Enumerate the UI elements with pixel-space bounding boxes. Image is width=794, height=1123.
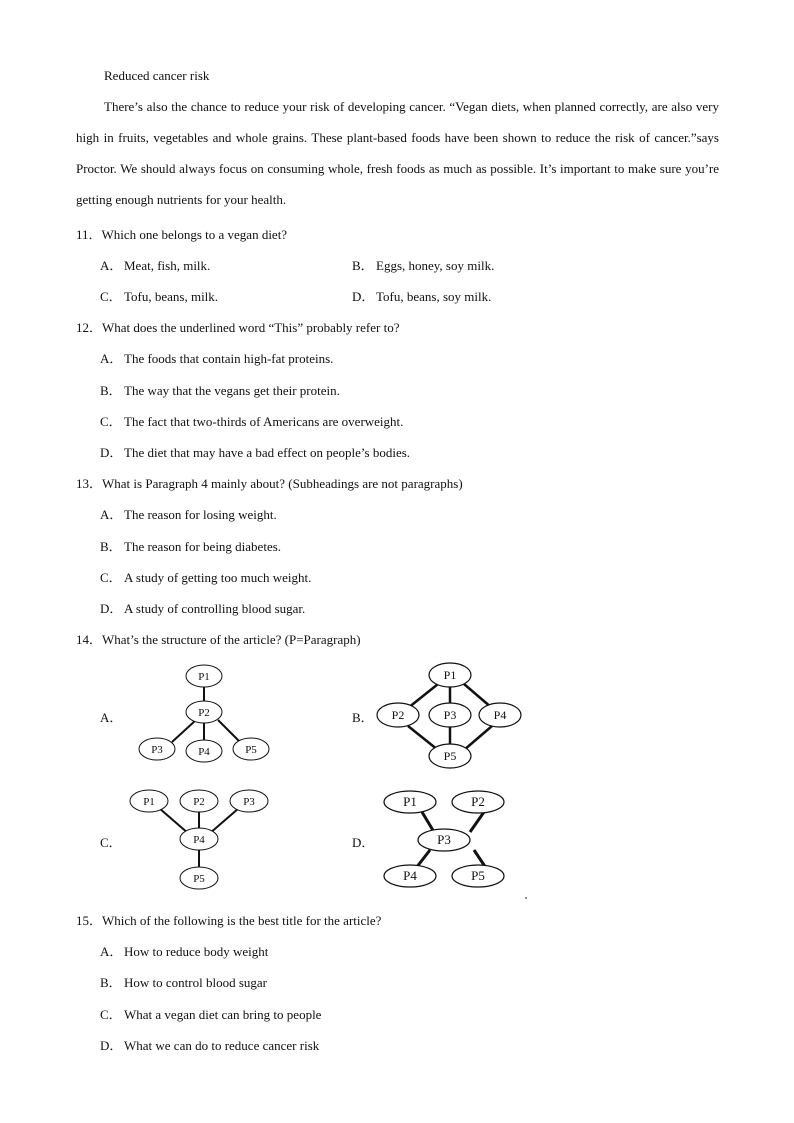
q12-option-a[interactable] <box>100 348 333 367</box>
node-p4: P4 <box>198 746 210 758</box>
question-stem: Which one belongs to a vegan diet? <box>101 227 288 242</box>
node-p4: P4 <box>493 708 507 722</box>
question-stem: Which of the following is the best title for the article? <box>102 913 382 928</box>
question-number: 13． <box>76 476 103 491</box>
q13-option-d[interactable] <box>100 598 305 617</box>
q14-option-c[interactable] <box>100 832 122 851</box>
node-p1: P1 <box>403 794 417 809</box>
q12-option-d[interactable] <box>100 442 410 461</box>
q11-option-c[interactable] <box>100 286 218 305</box>
question-stem: What’s the structure of the article? (P=Paragraph) <box>102 632 361 647</box>
option-letter: C． <box>100 1007 122 1022</box>
question-11 <box>76 224 287 243</box>
q12-option-c[interactable] <box>100 411 403 430</box>
option-text: Eggs, honey, soy milk. <box>376 258 495 273</box>
option-letter: C． <box>100 414 122 429</box>
q12-option-b[interactable] <box>100 380 340 399</box>
option-text: The fact that two-thirds of Americans are overweight. <box>124 414 404 429</box>
diagram-c <box>125 786 275 894</box>
q15-option-d[interactable] <box>100 1035 319 1054</box>
q11-option-a[interactable] <box>100 255 210 274</box>
option-text: Tofu, beans, milk. <box>124 289 219 304</box>
option-text: A study of getting too much weight. <box>124 570 312 585</box>
option-letter: D． <box>100 1038 123 1053</box>
option-text: Tofu, beans, soy milk. <box>376 289 492 304</box>
option-text: What a vegan diet can bring to people <box>124 1007 322 1022</box>
question-stem: What is Paragraph 4 mainly about? (Subheadings are not paragraphs) <box>102 476 463 491</box>
q13-option-a[interactable] <box>100 504 277 523</box>
diagram-b <box>372 660 528 772</box>
q15-option-b[interactable] <box>100 972 267 991</box>
option-letter: B． <box>100 383 122 398</box>
node-p3: P3 <box>437 832 451 847</box>
node-p1: P1 <box>143 796 155 808</box>
option-text: The reason for losing weight. <box>124 507 277 522</box>
node-p2: P2 <box>471 794 485 809</box>
node-p2: P2 <box>198 707 210 719</box>
option-letter: A． <box>100 258 123 273</box>
option-text: How to reduce body weight <box>124 944 269 959</box>
node-p1: P1 <box>198 671 210 683</box>
option-text: A study of controlling blood sugar. <box>124 601 306 616</box>
node-p1: P1 <box>443 668 457 682</box>
option-text: Meat, fish, milk. <box>124 258 211 273</box>
q11-option-b[interactable] <box>352 255 494 274</box>
question-number: 14． <box>76 632 103 647</box>
option-letter: A． <box>100 710 123 725</box>
question-number: 15． <box>76 913 103 928</box>
option-letter: B． <box>352 710 374 725</box>
node-p3: P3 <box>443 708 457 722</box>
option-letter: C． <box>100 835 122 850</box>
q14-option-a[interactable] <box>100 707 122 726</box>
option-text: What we can do to reduce cancer risk <box>124 1038 320 1053</box>
question-15 <box>76 910 381 929</box>
node-p5: P5 <box>193 873 205 885</box>
option-letter: C． <box>100 570 122 585</box>
option-letter: D． <box>100 445 123 460</box>
option-letter: D． <box>352 835 375 850</box>
option-letter: B． <box>100 539 122 554</box>
node-p2: P2 <box>391 708 405 722</box>
passage-paragraph: There’s also the chance to reduce your risk of developing cancer. “Vegan diets, when planned correctly, are also very high in fruits, vegetables and whole grains. These plant-based foods have been shown to reduce the risk of cancer.”says Proctor. We should always focus on consuming whole, fresh foods as much as possible. It’s important to make sure you’re getting enough nutrients for your health. <box>76 99 719 207</box>
diagram-a <box>130 660 280 770</box>
diagram-d <box>380 788 530 900</box>
option-text: The reason for being diabetes. <box>124 539 282 554</box>
option-text: How to control blood sugar <box>124 975 267 990</box>
node-p2: P2 <box>193 796 205 808</box>
question-number: 12． <box>76 320 103 335</box>
question-14 <box>76 629 361 648</box>
option-text: The foods that contain high-fat proteins. <box>124 351 334 366</box>
option-letter: B． <box>100 975 122 990</box>
option-letter: A． <box>100 944 123 959</box>
option-text: The way that the vegans get their protein. <box>124 383 340 398</box>
q13-option-b[interactable] <box>100 536 281 555</box>
node-p5: P5 <box>245 744 257 756</box>
option-letter: D． <box>100 601 123 616</box>
option-letter: A． <box>100 351 123 366</box>
option-letter: C． <box>100 289 122 304</box>
question-12 <box>76 317 399 336</box>
option-letter: A． <box>100 507 123 522</box>
q14-option-d[interactable] <box>352 832 374 851</box>
section-subheading: Reduced cancer risk <box>104 68 210 83</box>
question-number: 11． <box>76 227 102 242</box>
node-p5: P5 <box>443 749 457 763</box>
q15-option-a[interactable] <box>100 941 268 960</box>
option-letter: D． <box>352 289 375 304</box>
node-p3: P3 <box>243 796 255 808</box>
q14-option-b[interactable] <box>352 707 374 726</box>
q15-option-c[interactable] <box>100 1004 321 1023</box>
q13-option-c[interactable] <box>100 567 311 586</box>
node-p3: P3 <box>151 744 163 756</box>
option-text: The diet that may have a bad effect on people’s bodies. <box>124 445 411 460</box>
node-p5: P5 <box>471 868 485 883</box>
option-letter: B． <box>352 258 374 273</box>
node-p4: P4 <box>193 834 205 846</box>
node-p4: P4 <box>403 868 417 883</box>
q11-option-d[interactable] <box>352 286 491 305</box>
question-13 <box>76 473 463 492</box>
question-stem: What does the underlined word “This” probably refer to? <box>102 320 400 335</box>
